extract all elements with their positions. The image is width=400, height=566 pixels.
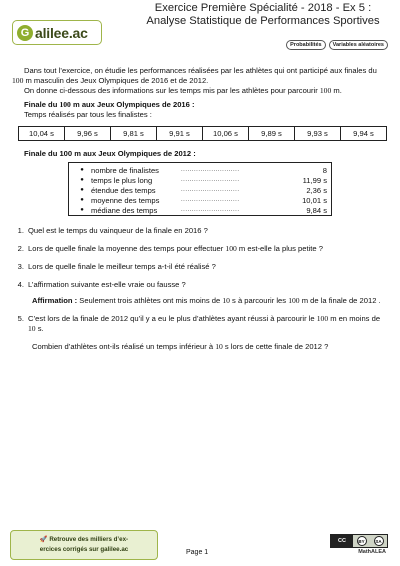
logo-g-icon: G <box>17 25 33 41</box>
leader-dots: ........................... <box>181 187 240 193</box>
page-header <box>0 0 400 58</box>
stat-value: 2,36 s <box>306 185 327 195</box>
time-cell: 9,89 s <box>249 127 295 141</box>
time-cell: 10,04 s <box>19 127 65 141</box>
galilee-logo[interactable] <box>12 20 102 45</box>
final-2016-subtitle: Temps réalisés par tous les finalistes : <box>24 110 152 119</box>
time-cell: 9,93 s <box>295 127 341 141</box>
question-3 <box>12 262 388 272</box>
question-number: 3. <box>17 262 24 271</box>
question-4 <box>12 280 388 290</box>
stat-value: 10,01 s <box>302 195 327 205</box>
leader-dots: ........................... <box>181 197 240 203</box>
page-number: Page 1 <box>186 549 209 556</box>
question-number: 2. <box>17 244 24 253</box>
stat-value: 8 <box>322 165 327 175</box>
list-item <box>73 165 327 175</box>
intro-paragraph-2: On donne ci-dessous des informations sur les temps mis par les athlètes pour parcourir 100 m. <box>24 86 342 95</box>
bullet-icon: ● <box>80 197 84 203</box>
question-number: 1. <box>17 226 24 235</box>
tag-list <box>286 40 388 50</box>
galilee-promo-link[interactable] <box>10 530 158 560</box>
leader-dots: ........................... <box>181 167 240 173</box>
promo-line-2: ercices corrigés sur galilee.ac <box>39 546 129 553</box>
question-number: 5. <box>17 314 24 323</box>
cc-conditions <box>353 535 387 547</box>
final-2016-heading: Finale du 100 m aux Jeux Olympiques de 2016 : <box>24 100 195 109</box>
time-cell: 9,91 s <box>157 127 203 141</box>
time-cell: 9,96 s <box>65 127 111 141</box>
mathalea-brand: MathALEA <box>358 549 386 555</box>
tag-variables-aleatoires: Variables aléatoires <box>329 40 388 50</box>
stat-label: nombre de finalistes <box>91 165 159 175</box>
question-5-followup: Combien d’athlètes ont-ils réalisé un temps inférieur à 10 s lors de cette finale de 2012 ? <box>32 342 329 351</box>
questions-section <box>12 218 388 352</box>
stat-label: étendue des temps <box>91 185 156 195</box>
stat-value: 9,84 s <box>306 205 327 215</box>
leader-dots: ........................... <box>181 207 240 213</box>
times-2016-table <box>18 126 387 141</box>
question-text: L’affirmation suivante est-elle vraie ou fausse ? <box>28 280 186 289</box>
time-cell: 9,81 s <box>111 127 157 141</box>
affirmation-label: Affirmation : <box>32 296 78 305</box>
stat-label: médiane des temps <box>91 205 158 215</box>
exercise-title: Exercice Première Spécialité - 2018 - Ex 5 : Analyse Statistique de Performances Sportives <box>146 2 380 27</box>
intro-paragraph-1: Dans tout l’exercice, on étudie les performances réalisées par les athlètes qui ont participé aux finales du 100 m masculin des Jeux Olympiques de 2016 et de 2012. <box>12 66 377 85</box>
question-number: 4. <box>17 280 24 289</box>
stat-value: 11,99 s <box>302 175 327 185</box>
question-5 <box>12 314 388 334</box>
bullet-icon: ● <box>80 207 84 213</box>
by-icon: BY <box>357 536 367 546</box>
question-text: Quel est le temps du vainqueur de la finale en 2016 ? <box>28 226 208 235</box>
stat-label: temps le plus long <box>91 175 153 185</box>
list-item <box>73 205 327 215</box>
question-text: Lors de quelle finale le meilleur temps a-t-il été réalisé ? <box>28 262 216 271</box>
stat-label: moyenne des temps <box>91 195 160 205</box>
table-row <box>19 127 387 141</box>
cc-license-badge[interactable] <box>330 534 388 548</box>
leader-dots: ........................... <box>181 177 240 183</box>
question-text: C’est lors de la finale de 2012 qu’il y a eu le plus d’athlètes ayant réussi à parcourir le 100 m en moins de 10 s. <box>28 314 381 333</box>
affirmation: Affirmation : Seulement trois athlètes ont mis moins de 10 s à parcourir les 100 m de la finale de 2012 . <box>32 296 381 305</box>
list-item <box>73 195 327 205</box>
final-2012-heading: Finale du 100 m aux Jeux Olympiques de 2012 : <box>24 149 196 158</box>
stats-2012-box <box>68 162 332 216</box>
time-cell: 9,94 s <box>341 127 387 141</box>
sa-icon: SA <box>374 536 384 546</box>
logo-text: alilee.ac <box>35 24 88 41</box>
bullet-icon: ● <box>80 177 84 183</box>
intro-section <box>12 66 388 120</box>
question-1 <box>12 226 388 236</box>
bullet-icon: ● <box>80 187 84 193</box>
question-text: Lors de quelle finale la moyenne des temps pour effectuer 100 m est-elle la plus petite ? <box>28 244 323 253</box>
question-2 <box>12 244 388 254</box>
promo-line-1: 🚀 Retrouve des milliers d’ex- <box>39 536 129 543</box>
time-cell: 10,06 s <box>203 127 249 141</box>
bullet-icon: ● <box>80 167 84 173</box>
list-item <box>73 175 327 185</box>
cc-icon: CC <box>331 535 353 547</box>
list-item <box>73 185 327 195</box>
tag-probabilites: Probabilités <box>286 40 325 50</box>
